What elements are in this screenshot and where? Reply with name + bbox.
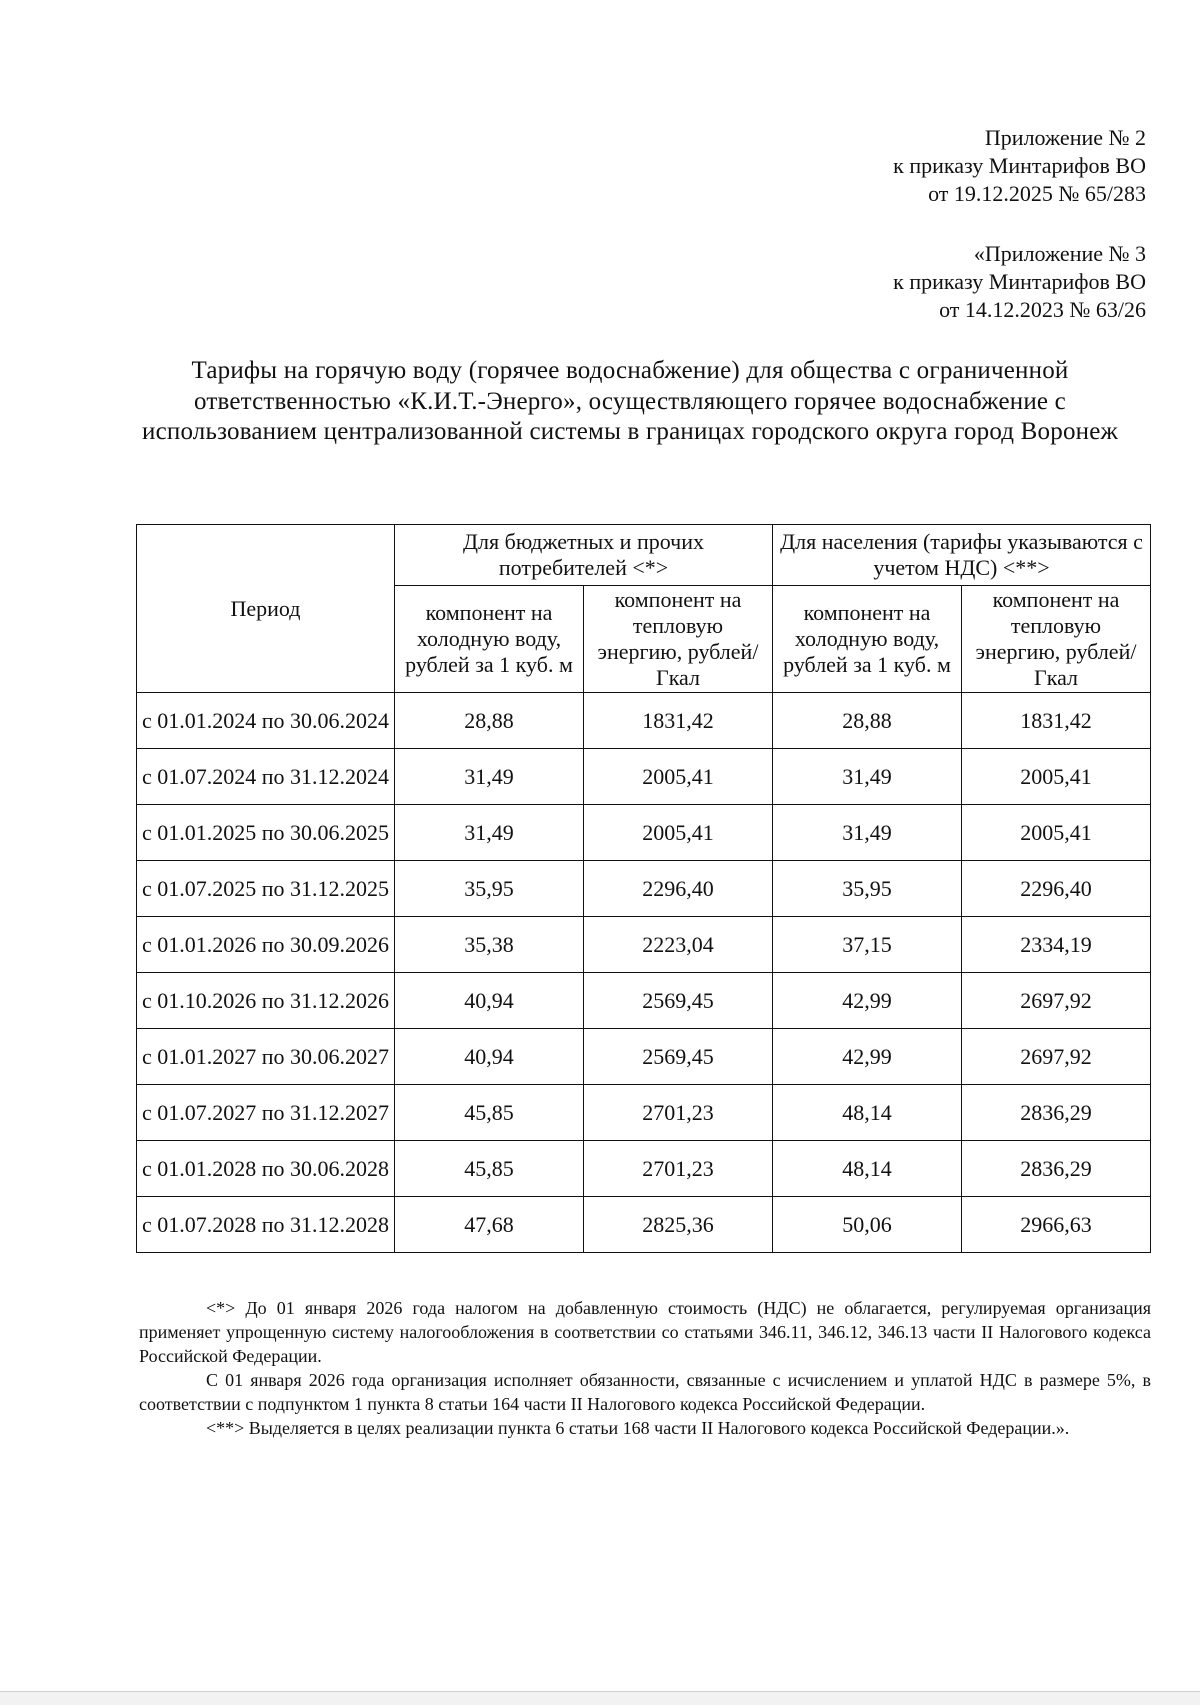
scan-bottom-edge <box>0 1691 1200 1705</box>
budget-heat-cell: 2223,04 <box>584 917 773 973</box>
population-cold-cell: 37,15 <box>773 917 962 973</box>
budget-heat-cell: 2296,40 <box>584 861 773 917</box>
population-cold-cell: 42,99 <box>773 973 962 1029</box>
population-heat-cell: 2836,29 <box>962 1141 1151 1197</box>
budget-cold-cell: 45,85 <box>395 1085 584 1141</box>
footnote-vat-allocation: <**> Выделяется в целях реализации пункта 6 статьи 168 части II Налогового кодекса Российской Федерации.». <box>206 1418 1070 1438</box>
period-cell: с 01.10.2026 по 31.12.2026 <box>137 973 395 1029</box>
table-row <box>137 805 1151 861</box>
budget-cold-cell: 31,49 <box>395 749 584 805</box>
footnotes <box>139 1296 1151 1440</box>
population-cold-cell: 48,14 <box>773 1141 962 1197</box>
budget-cold-cell: 28,88 <box>395 693 584 749</box>
table-row <box>137 1197 1151 1253</box>
period-cell: с 01.01.2027 по 30.06.2027 <box>137 1029 395 1085</box>
population-cold-cell: 50,06 <box>773 1197 962 1253</box>
population-heat-cell: 2966,63 <box>962 1197 1151 1253</box>
footnote-vat-2026: С 01 января 2026 года организация исполняет обязанности, связанные с исчислением и уплатой НДС в размере 5%, в соответствии с подпунктом 1 пункта 8 статьи 164 части II Налогового кодекса Российской Федерации. <box>139 1370 1151 1414</box>
budget-heat-cell: 2701,23 <box>584 1141 773 1197</box>
population-cold-cell: 28,88 <box>773 693 962 749</box>
population-header: Для населения (тарифы указываются с учетом НДС) <**> <box>773 525 1151 586</box>
population-cold-water-header: компонент на холодную воду, рублей за 1 куб. м <box>773 586 962 693</box>
table-row <box>137 1085 1151 1141</box>
population-heat-cell: 2296,40 <box>962 861 1151 917</box>
budget-cold-cell: 35,95 <box>395 861 584 917</box>
population-cold-cell: 42,99 <box>773 1029 962 1085</box>
appendix-line: от 19.12.2025 № 65/283 <box>928 181 1146 206</box>
period-cell: с 01.07.2027 по 31.12.2027 <box>137 1085 395 1141</box>
population-cold-cell: 31,49 <box>773 805 962 861</box>
period-cell: с 01.01.2026 по 30.09.2026 <box>137 917 395 973</box>
table-row <box>137 861 1151 917</box>
period-cell: с 01.01.2028 по 30.06.2028 <box>137 1141 395 1197</box>
budget-heat-cell: 2005,41 <box>584 749 773 805</box>
table-row <box>137 1029 1151 1085</box>
population-heat-energy-header: компонент на тепловую энергию, рублей/Гкал <box>962 586 1151 693</box>
period-cell: с 01.01.2024 по 30.06.2024 <box>137 693 395 749</box>
budget-cold-cell: 40,94 <box>395 1029 584 1085</box>
budget-cold-cell: 47,68 <box>395 1197 584 1253</box>
population-cold-cell: 35,95 <box>773 861 962 917</box>
population-cold-cell: 31,49 <box>773 749 962 805</box>
appendix-reference-current <box>893 124 1146 208</box>
budget-heat-cell: 2569,45 <box>584 973 773 1029</box>
population-heat-cell: 2836,29 <box>962 1085 1151 1141</box>
population-cold-cell: 48,14 <box>773 1085 962 1141</box>
budget-heat-cell: 1831,42 <box>584 693 773 749</box>
table-row <box>137 1141 1151 1197</box>
budget-cold-cell: 45,85 <box>395 1141 584 1197</box>
footnote-vat-exempt: <*> До 01 января 2026 года налогом на добавленную стоимость (НДС) не облагается, регулируемая организация применяет упрощенную систему налогообложения в соответствии со статьями 346.11, 346.12, 346.13 части II Налогового кодекса Российской Федерации. <box>139 1298 1151 1366</box>
table-row <box>137 973 1151 1029</box>
period-cell: с 01.01.2025 по 30.06.2025 <box>137 805 395 861</box>
tariff-table <box>136 524 1151 1253</box>
period-cell: с 01.07.2025 по 31.12.2025 <box>137 861 395 917</box>
period-cell: с 01.07.2028 по 31.12.2028 <box>137 1197 395 1253</box>
budget-heat-cell: 2005,41 <box>584 805 773 861</box>
population-heat-cell: 2334,19 <box>962 917 1151 973</box>
appendix-line: от 14.12.2023 № 63/26 <box>939 297 1146 322</box>
budget-cold-water-header: компонент на холодную воду, рублей за 1 куб. м <box>395 586 584 693</box>
appendix-line: к приказу Минтарифов ВО <box>893 269 1146 294</box>
budget-cold-cell: 40,94 <box>395 973 584 1029</box>
budget-heat-cell: 2701,23 <box>584 1085 773 1141</box>
population-heat-cell: 2697,92 <box>962 1029 1151 1085</box>
period-header: Период <box>137 525 395 693</box>
appendix-reference-amended <box>893 240 1146 324</box>
population-heat-cell: 2697,92 <box>962 973 1151 1029</box>
appendix-line: к приказу Минтарифов ВО <box>893 153 1146 178</box>
budget-heat-cell: 2569,45 <box>584 1029 773 1085</box>
budget-heat-energy-header: компонент на тепловую энергию, рублей/Гкал <box>584 586 773 693</box>
table-row <box>137 749 1151 805</box>
appendix-line: Приложение № 2 <box>984 125 1146 150</box>
document-title: Тарифы на горячую воду (горячее водоснабжение) для общества с ограниченной ответственностью «К.И.Т.-Энерго», осуществляющего горячее водоснабжение с использованием централизованной системы в границах городского округа город Воронеж <box>141 357 1119 445</box>
budget-consumers-header: Для бюджетных и прочих потребителей <*> <box>395 525 773 586</box>
budget-heat-cell: 2825,36 <box>584 1197 773 1253</box>
period-cell: с 01.07.2024 по 31.12.2024 <box>137 749 395 805</box>
budget-cold-cell: 31,49 <box>395 805 584 861</box>
population-heat-cell: 2005,41 <box>962 805 1151 861</box>
table-row <box>137 917 1151 973</box>
budget-cold-cell: 35,38 <box>395 917 584 973</box>
table-row <box>137 693 1151 749</box>
population-heat-cell: 2005,41 <box>962 749 1151 805</box>
population-heat-cell: 1831,42 <box>962 693 1151 749</box>
appendix-line: «Приложение № 3 <box>973 241 1146 266</box>
